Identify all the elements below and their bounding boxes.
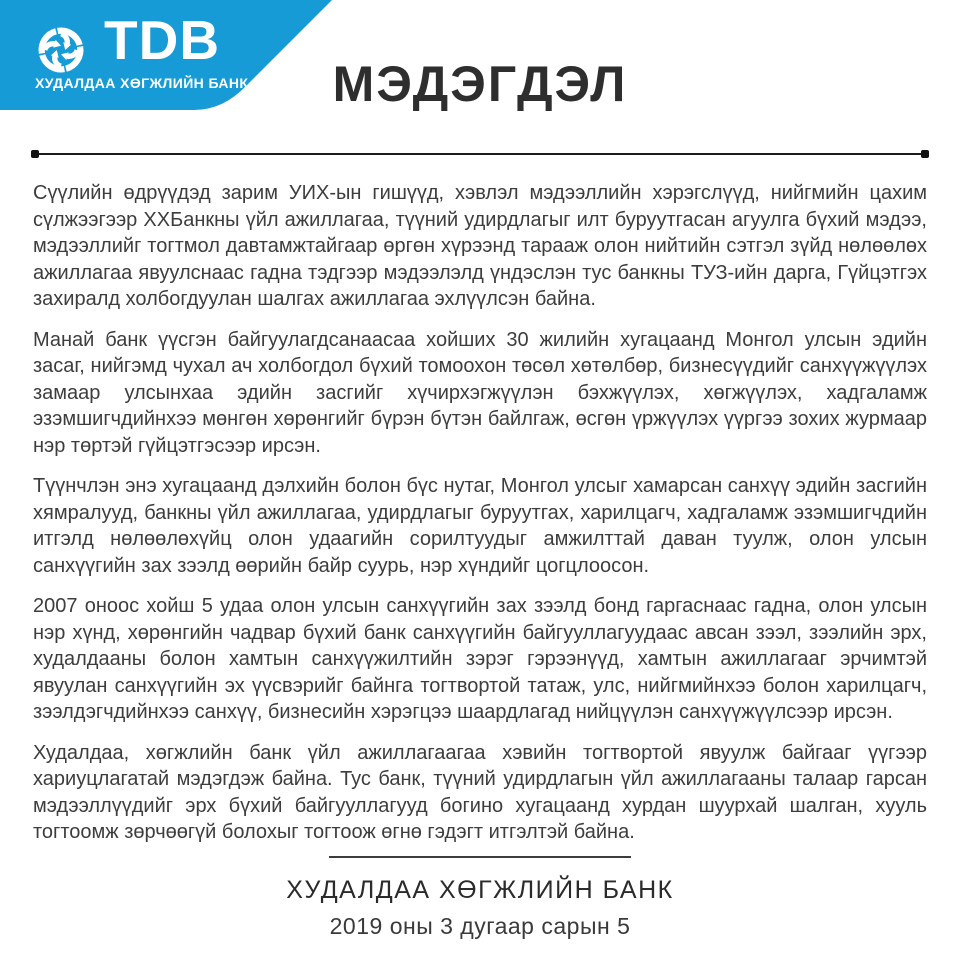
paragraph-5: Худалдаа, хөгжлийн банк үйл ажиллагаагаа хэвийн тогтвортой явуулж байгааг үүгээр хариуцлагатай мэдэгдэж байна. Тус банк, түүний удирдлагын үйл ажиллагааны талаар гарсан мэдээллүүдийг эрх бүхий байгууллагууд богино хугацаанд хурдан шуурхай шалган, хууль тогтоомж зөрчөөгүй болохыг тогтоож өгнө гэдэгт итгэлтэй байна. — [33, 741, 927, 843]
logo-bank-name: ХУДАЛДАА ХӨГЖЛИЙН БАНК — [35, 75, 249, 91]
page-title: МЭДЭГДЭЛ — [332, 56, 628, 112]
divider-dot-left — [31, 150, 39, 158]
paragraph-1: Сүүлийн өдрүүдэд зарим УИХ-ын гишүүд, хэвлэл мэдээллийн хэрэгслүүд, нийгмийн цахим сүлжээгээр ХХБанкны үйл ажиллагаа, түүний удирдлагыг илт буруутгасан агуулга бүхий мэдээ, мэдээллийг тогтмол давтамжтайгаар өргөн хүрээнд тарааж олон нийтийн сэтгэл зүйд нөлөөлөх ажиллагаа явуулснаас гадна тэдгээр мэдээлэлд үндэслэн тус банкны ТУЗ-ийн дарга, Гүйцэтгэх захиралд холбогдуулан шалгах ажиллагаа эхлүүлсэн байна. — [33, 182, 927, 310]
footer-date: 2019 оны 3 дугаар сарын 5 — [329, 913, 631, 939]
footer — [0, 856, 960, 940]
footer-divider — [329, 856, 631, 858]
divider-dot-right — [921, 150, 929, 158]
paragraph-2: Манай банк үүсгэн байгуулагдсанаасаа хойших 30 жилийн хугацаанд Монгол улсын эдийн засаг, нийгэмд чухал ач холбогдол бүхий томоохон төсөл хөтөлбөр, бизнесүүдийг санхүүжүүлэх замаар улсынхаа эдийн засгийг хүчирхэгжүүлэн бэхжүүлэх, хөгжүүлэх, хадгаламж эзэмшигчдийнхээ мөнгөн хөрөнгийг бүрэн бүтэн байлгаж, өсгөн үржүүлэх үүргээ зохих журмаар нэр төртэй гүйцэтгэсээр ирсэн. — [33, 328, 927, 457]
paragraph-4: 2007 оноос хойш 5 удаа олон улсын санхүүгийн зах зээлд бонд гаргаснаас гадна, олон улсын нэр хүнд, хөрөнгийн чадвар бүхий банк санхүүгийн байгууллагуудаас авсан зээл, зээлийн эрх, худалдааны болон хамтын санхүүжилтийн зэрэг гэрээнүүд, хамтын ажиллагааг эрчимтэй явуулан санхүүгийн эх үүсвэрийг байнга тогтвортой татаж, улс, нийгмийнхээ болон харилцагч, зээлдэгчдийнхээ санхүү, бизнесийн хэрэгцээ шаардлагад нийцүүлэн санхүүжүүлсээр ирсэн. — [33, 595, 927, 723]
title-divider — [33, 153, 927, 155]
logo-acronym: TDB — [104, 9, 221, 71]
paragraph-3: Түүнчлэн энэ хугацаанд дэлхийн болон бүс нутаг, Монгол улсыг хамарсан санхүү эдийн засгийн хямралууд, банкны үйл ажиллагаа, удирдлагыг буруутгах, харилцагч, хадгаламж эзэмшигчдийн итгэлд нөлөөлөхүйц олон удаагийн сорилтуудыг амжилттай даван туулж, олон улсын санхүүгийн зах зээлд өөрийн байр суурь, нэр хүндийг цогцлоосон. — [33, 475, 927, 577]
footer-bank-name: ХУДАЛДАА ХӨГЖЛИЙН БАНК — [286, 876, 674, 904]
announcement-body — [33, 180, 927, 860]
